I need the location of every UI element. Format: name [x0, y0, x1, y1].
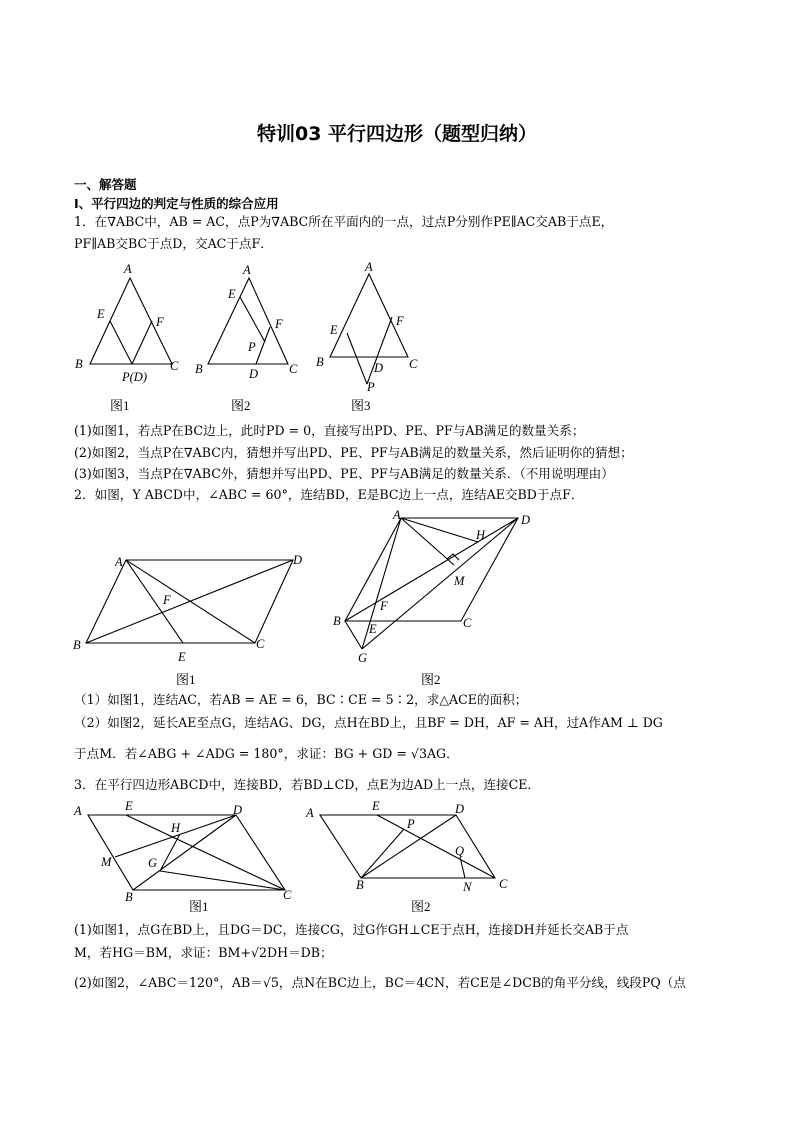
- q3-figure-2: [305, 799, 508, 914]
- label-d: D: [233, 803, 243, 817]
- label-c: C: [289, 362, 298, 376]
- q3-figure-1: [73, 799, 292, 914]
- q2-part1: （1）如图1，连结AC，若AB = AE = 6，BC∶CE = 5∶2，求△ACE的面积；: [74, 692, 528, 707]
- figure-caption: 图1: [110, 398, 130, 413]
- label-h: H: [476, 528, 486, 542]
- q2-part2b: 于点M．若∠ABG + ∠ADG = 180°，求证：BG + GD = √3AG．: [74, 746, 459, 761]
- figure-caption: 图2: [411, 899, 431, 914]
- q3-part2: (2)如图2，∠ABC＝120°，AB＝√5，点N在BC边上，BC＝4CN，若CE是∠DCB的角平分线，线段PQ（点: [74, 975, 686, 990]
- label-f: F: [275, 317, 283, 331]
- label-d: D: [374, 361, 384, 375]
- label-p: P: [367, 380, 375, 394]
- label-f: F: [163, 593, 171, 607]
- segment-gc: [160, 871, 285, 890]
- label-h: H: [171, 821, 181, 835]
- parallelogram-abcd: [88, 815, 285, 890]
- q1-line1: 1．在∇ABC中，AB = AC，点P为∇ABC所在平面内的一点，过点P分别作PE∥AC交AB于点E，: [74, 214, 614, 229]
- figure-caption: 图3: [351, 398, 371, 413]
- label-e: E: [372, 799, 380, 813]
- label-b: B: [333, 614, 341, 628]
- label-b: B: [316, 355, 324, 369]
- segment-ec: [377, 815, 495, 878]
- label-e: E: [125, 799, 133, 813]
- label-c: C: [170, 359, 179, 373]
- label-q: Q: [455, 844, 465, 858]
- label-d: D: [249, 367, 259, 381]
- q2-part2a: （2）如图2，延长AE至点G，连结AG、DG，点H在BD上，且BF = DH，AF = AH，过A作AM ⊥ DG: [74, 715, 663, 730]
- label-p: P: [248, 340, 256, 354]
- segment-gh: [160, 834, 180, 871]
- label-a: A: [115, 555, 123, 569]
- label-e: E: [178, 650, 186, 664]
- label-c: C: [409, 357, 418, 371]
- label-b: B: [73, 638, 81, 652]
- label-d: D: [293, 553, 303, 567]
- label-m: M: [101, 855, 112, 869]
- label-g: G: [148, 856, 158, 870]
- label-c: C: [256, 637, 265, 651]
- q1-part3: (3)如图3，当点P在∇ABC外，猜想并写出PD、PE、PF与AB满足的数量关系．（不用说明理由）: [74, 466, 614, 481]
- label-c: C: [499, 877, 508, 891]
- label-b: B: [75, 357, 83, 371]
- label-b: B: [125, 890, 133, 904]
- label-p: P: [407, 817, 415, 831]
- q3-part1b: M，若HG＝BM，求证：BM+√2DH＝DB；: [74, 945, 333, 960]
- label-e: E: [330, 323, 338, 337]
- label-a: A: [365, 260, 373, 274]
- label-pd: P(D): [122, 370, 147, 384]
- label-f: F: [156, 315, 164, 329]
- subsection-heading: Ⅰ、平行四边的判定与性质的综合应用: [74, 196, 279, 211]
- label-e: E: [97, 307, 105, 321]
- label-f: F: [396, 314, 404, 328]
- q3-part1a: (1)如图1，点G在BD上，且DG＝DC，连接CG，过G作GH⊥CE于点H，连接DH并延长交AB于点: [74, 922, 629, 937]
- label-d: D: [521, 513, 531, 527]
- label-f: F: [380, 599, 388, 613]
- label-d: D: [455, 802, 465, 816]
- label-m: M: [454, 574, 465, 588]
- q1-part1: (1)如图1，若点P在BC边上，此时PD = 0，直接写出PD、PE、PF与AB满足的数量关系；: [74, 423, 585, 438]
- q1-part2: (2)如图2，当点P在∇ABC内，猜想并写出PD、PE、PF与AB满足的数量关系，然后证明你的猜想；: [74, 445, 633, 460]
- figure-caption: 图1: [189, 899, 209, 914]
- page-title: 特训03 平行四边形（题型归纳）: [256, 123, 538, 145]
- figure-caption: 图1: [176, 672, 196, 687]
- label-b: B: [356, 878, 364, 892]
- figure-caption: 图2: [231, 398, 251, 413]
- label-a: A: [74, 804, 82, 818]
- q1-line2: PF∥AB交BC于点D，交AC于点F．: [74, 236, 273, 251]
- q3-line1: 3．在平行四边形ABCD中，连接BD，若BD⊥CD，点E为边AD上一点，连接CE．: [74, 777, 541, 792]
- q2-line1: 2．如图，Y ABCD中，∠ABC = 60°，连结BD，E是BC边上一点，连结AE交BD于点F．: [74, 487, 584, 502]
- segment-bd: [133, 815, 236, 890]
- label-a: A: [393, 508, 401, 522]
- section-heading: 一、解答题: [74, 177, 137, 192]
- label-a: A: [124, 262, 132, 276]
- label-a: A: [306, 806, 314, 820]
- figure-caption: 图2: [421, 672, 441, 687]
- label-a: A: [243, 263, 251, 277]
- label-g: G: [358, 651, 368, 665]
- label-e: E: [369, 622, 377, 636]
- label-b: B: [195, 362, 203, 376]
- label-e: E: [228, 287, 236, 301]
- label-n: N: [463, 880, 472, 894]
- label-c: C: [463, 616, 472, 630]
- label-c: C: [283, 888, 292, 902]
